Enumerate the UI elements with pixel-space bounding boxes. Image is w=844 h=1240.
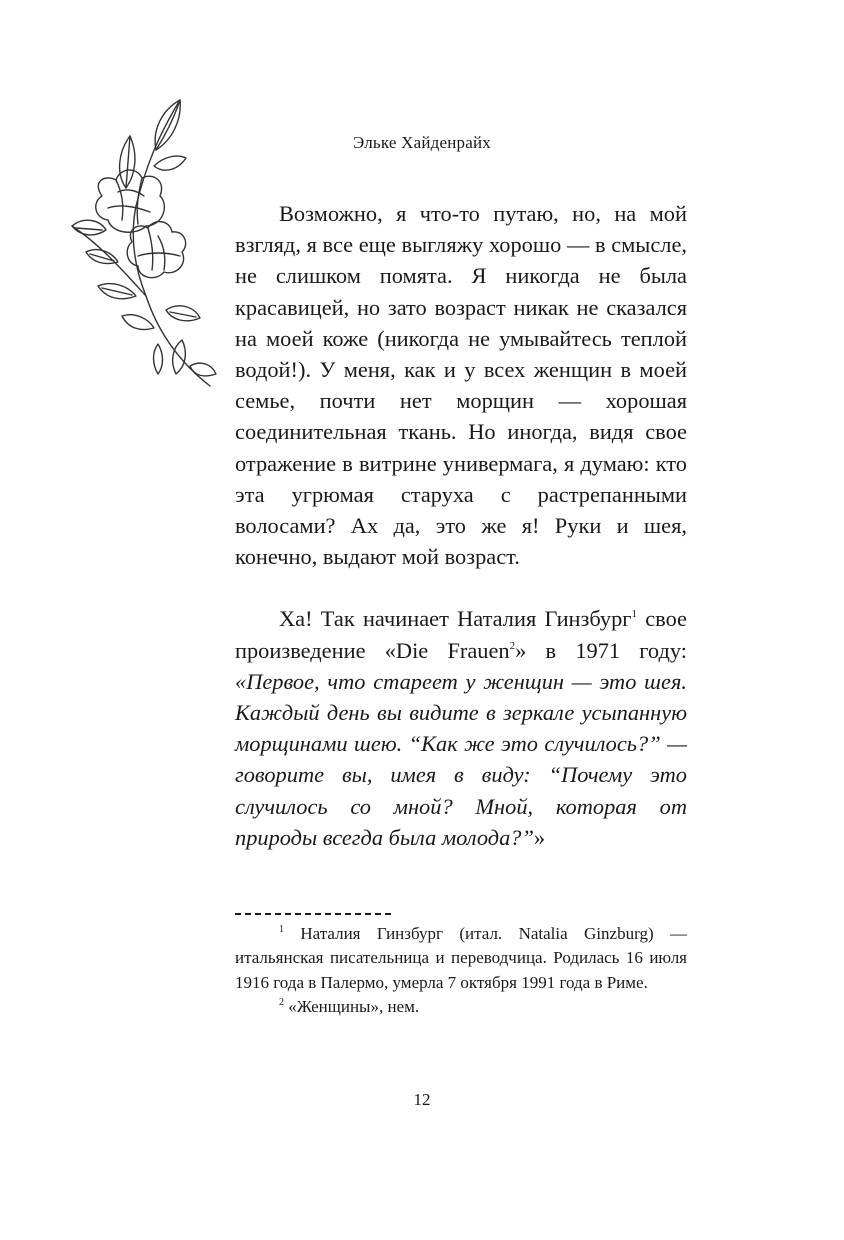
- footnote-2-marker: 2: [279, 996, 284, 1008]
- quote-closing-mark: »: [533, 824, 546, 850]
- paragraph-2-lead-3: » в 1971 году:: [515, 637, 687, 663]
- footnote-1-marker: 1: [279, 924, 284, 935]
- running-title: Эльке Хайденрайх: [353, 133, 491, 152]
- ginzburg-quote: «Первое, что стареет у женщин — это шея. Каждый день вы видите в зеркале усыпанную морщинами шею. “Как же это случилось?” — говорите вы, имея в виду: “Почему это случилось со мной? Мной, которая от природы всегда была молода?”: [235, 668, 687, 850]
- paragraph-2: [235, 603, 687, 853]
- main-text: [235, 198, 687, 853]
- paragraph-2-lead-1: Ха! Так начинает Наталия Гинзбург: [279, 606, 632, 632]
- footnote-2: [235, 995, 687, 1019]
- paragraph-2-lead-2: свое произведение «Die Frauen: [235, 606, 687, 663]
- paragraph-1: Возможно, я что-то путаю, но, на мой взгляд, я все еще выгляжу хорошо — в смысле, не слишком помята. Я никогда не была красавицей, но зато возраст никак не сказался на моей коже (никогда не умывайтесь теплой водой!). У меня, как и у всех женщин в моей семье, почти нет морщин — хорошая соединительная ткань. Но иногда, видя свое отражение в витрине универмага, я думаю: кто эта угрюмая старуха с растрепанными волосами? Ах да, это же я! Руки и шея, конечно, выдают мой возраст.: [235, 201, 687, 570]
- footnote-1: [235, 922, 687, 995]
- footnote-ref-1[interactable]: 1: [631, 608, 637, 621]
- footnote-separator: [235, 913, 391, 915]
- page-number: 12: [413, 1090, 431, 1109]
- footnote-1-text: Наталия Гинзбург (итал. Natalia Ginzburg) — итальянская писательница и переводчица. Родилась 16 июля 1916 года в Палермо, умерла 7 октября 1991 года в Риме.: [235, 924, 687, 992]
- footnote-2-text: «Женщины», нем.: [284, 996, 420, 1016]
- footnotes: [235, 922, 687, 1019]
- footnote-ref-2[interactable]: 2: [509, 639, 516, 652]
